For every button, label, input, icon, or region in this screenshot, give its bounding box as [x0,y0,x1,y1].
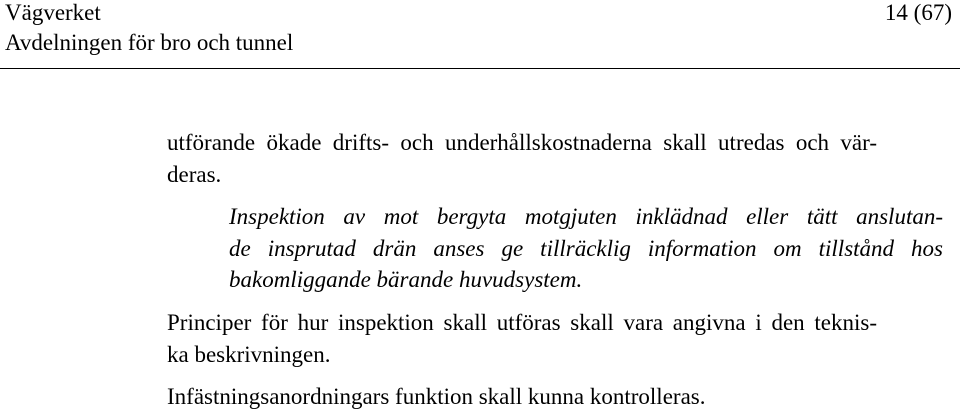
department-name: Avdelningen för bro och tunnel [5,30,294,55]
header-divider [0,68,960,69]
page-number: 14 (67) [884,0,952,25]
paragraph-line: deras. [167,162,222,187]
paragraph-line: Infästningsanordningars funktion skall kunna kontrolleras. [167,384,706,409]
quote-line: bakomliggande bärande huvudsystem. [229,267,583,292]
paragraph-line: Principer för hur inspektion skall utföras skall vara angivna i den teknis- [167,310,877,335]
organization-name: Vägverket [5,0,101,25]
quote-line: de insprutad drän anses ge tillräcklig information om tillstånd hos [229,236,943,261]
quote-line: Inspektion av mot bergyta motgjuten inklädnad eller tätt anslutan- [229,204,943,229]
paragraph-line: utförande ökade drifts- och underhållskostnaderna skall utredas och vär- [167,130,877,155]
paragraph-line: ka beskrivningen. [167,342,331,367]
